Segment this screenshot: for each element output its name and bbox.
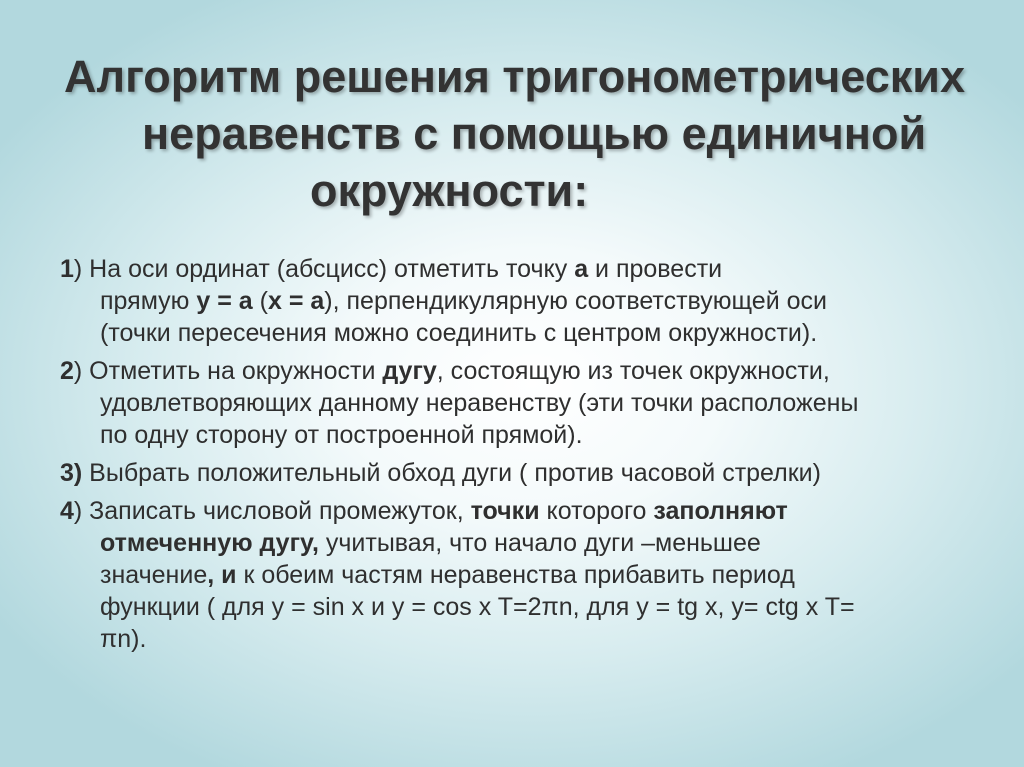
step-emphasis: отмеченную дугу, [100, 529, 319, 557]
step-4-number: 4 [60, 497, 74, 525]
step-text: ) Записать числовой промежуток, [73, 497, 471, 525]
step-1 [60, 253, 980, 349]
step-1-line-3: (точки пересечения можно соединить с центром окружности). [100, 319, 818, 347]
step-text: ) На оси ординат (абсцисс) отметить точку [73, 255, 575, 283]
step-text: учитывая, что начало дуги –меньшее [318, 529, 761, 557]
step-text: значение [100, 561, 208, 589]
title-line-3: окружности: [310, 165, 589, 216]
title-line-2: неравенств с помощью единичной [142, 108, 927, 159]
step-4-line-5: πn). [100, 625, 147, 653]
step-text: прямую [100, 287, 197, 315]
step-3 [60, 457, 980, 489]
algorithm-steps [60, 253, 980, 661]
step-4-line-3 [60, 559, 980, 591]
step-text: ), перпендикулярную соответствующей оси [324, 287, 827, 315]
step-2 [60, 355, 980, 451]
step-text: Выбрать положительный обход дуги ( против часовой стрелки) [82, 459, 821, 487]
slide-title [64, 48, 994, 219]
step-3-number: 3) [60, 459, 83, 487]
step-2-line-1 [60, 355, 980, 387]
step-text: ( [252, 287, 268, 315]
step-2-line-3: по одну сторону от построенной прямой). [100, 421, 583, 449]
step-text: которого [539, 497, 654, 525]
step-2-line-2: удовлетворяющих данному неравенству (эти точки расположены [100, 389, 859, 417]
step-2-number: 2 [60, 357, 74, 385]
step-4-line-1 [60, 495, 980, 527]
step-emphasis: , и [207, 561, 237, 589]
step-emphasis: у = а [196, 287, 253, 315]
step-emphasis: точки [470, 497, 540, 525]
step-text: и провести [588, 255, 723, 283]
step-emphasis: а [574, 255, 589, 283]
step-emphasis: х = а [267, 287, 325, 315]
step-text: ) Отметить на окружности [73, 357, 383, 385]
step-emphasis: дугу [382, 357, 437, 385]
step-1-line-2 [60, 285, 980, 317]
title-line-1: Алгоритм решения тригонометрических [64, 51, 965, 102]
step-text: , состоящую из точек окружности, [436, 357, 830, 385]
step-4-line-4: функции ( для у = sin x и у = cos x T=2πn, для у = tg x, у= ctg x T= [100, 593, 855, 621]
step-4-line-2 [60, 527, 980, 559]
step-4 [60, 495, 980, 655]
step-emphasis: заполняют [653, 497, 788, 525]
step-1-line-1 [60, 253, 980, 285]
step-1-number: 1 [60, 255, 74, 283]
step-text: к обеим частям неравенства прибавить период [236, 561, 795, 589]
step-3-line-1 [60, 457, 980, 489]
